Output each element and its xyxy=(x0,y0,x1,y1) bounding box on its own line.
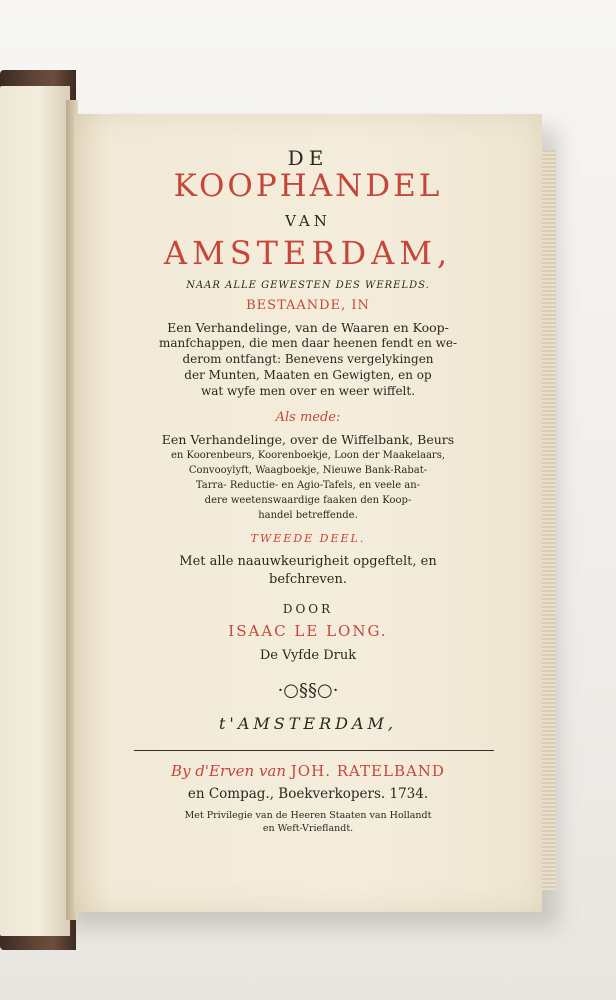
left-page xyxy=(0,86,70,936)
imprint-line1 xyxy=(74,762,542,780)
imprint-name: JOH. RATELBAND xyxy=(290,762,445,780)
druk: De Vyfde Druk xyxy=(259,648,357,663)
para1-line: wat wyfe men over en weer wiffelt. xyxy=(200,384,416,398)
author: ISAAC LE LONG. xyxy=(228,622,388,640)
para2-line: handel betreffende. xyxy=(258,510,358,521)
para2-line: Tarra- Reductie- en Agio-Tafels, en veele an- xyxy=(195,480,421,491)
door: DOOR xyxy=(282,602,334,616)
imprint-line2: en Compag., Boekverkopers. 1734. xyxy=(187,786,429,802)
para2-line: dere weetenswaardige faaken den Koop- xyxy=(204,495,412,506)
para1-line: derom ontfangt: Benevens vergelykingen xyxy=(182,352,434,366)
title-amsterdam: AMSTERDAM, xyxy=(163,234,453,272)
para1-line: manfchappen, die men daar heenen fendt en we- xyxy=(158,336,458,350)
bestaande: BESTAANDE, IN xyxy=(246,298,370,313)
subtitle: NAAR ALLE GEWESTEN DES WERELDS. xyxy=(186,280,430,291)
title-page xyxy=(74,114,542,912)
para3-line: Met alle naauwkeurigheit opgeftelt, en xyxy=(179,554,437,569)
printer-ornament: ·○§§○· xyxy=(277,680,339,701)
privilege-line: Met Privilegie van de Heeren Staaten van Hollandt xyxy=(184,810,432,821)
city: t'AMSTERDAM, xyxy=(219,714,397,733)
imprint-by: By d'Erven van xyxy=(171,762,287,780)
para2-line: Een Verhandelinge, over de Wiffelbank, Beurs xyxy=(161,432,455,447)
para2-line: Convooylyft, Waagboekje, Nieuwe Bank-Rabat- xyxy=(188,465,428,476)
als-mede: Als mede: xyxy=(275,410,341,425)
page-edges xyxy=(540,150,556,890)
title-van: VAN xyxy=(285,212,331,230)
para1-line: Een Verhandelinge, van de Waaren en Koop- xyxy=(167,320,449,335)
divider-rule xyxy=(134,750,494,751)
para1-line: der Munten, Maaten en Gewigten, en op xyxy=(184,368,432,382)
title-de: DE xyxy=(287,146,329,170)
tweede-deel: TWEEDE DEEL. xyxy=(250,532,366,545)
title-koophandel: KOOPHANDEL xyxy=(173,168,443,204)
para3-line: befchreven. xyxy=(269,572,347,587)
para2-line: en Koorenbeurs, Koorenboekje, Loon der Maakelaars, xyxy=(170,450,446,461)
privilege-line: en Weft-Vrieflandt. xyxy=(262,823,354,834)
